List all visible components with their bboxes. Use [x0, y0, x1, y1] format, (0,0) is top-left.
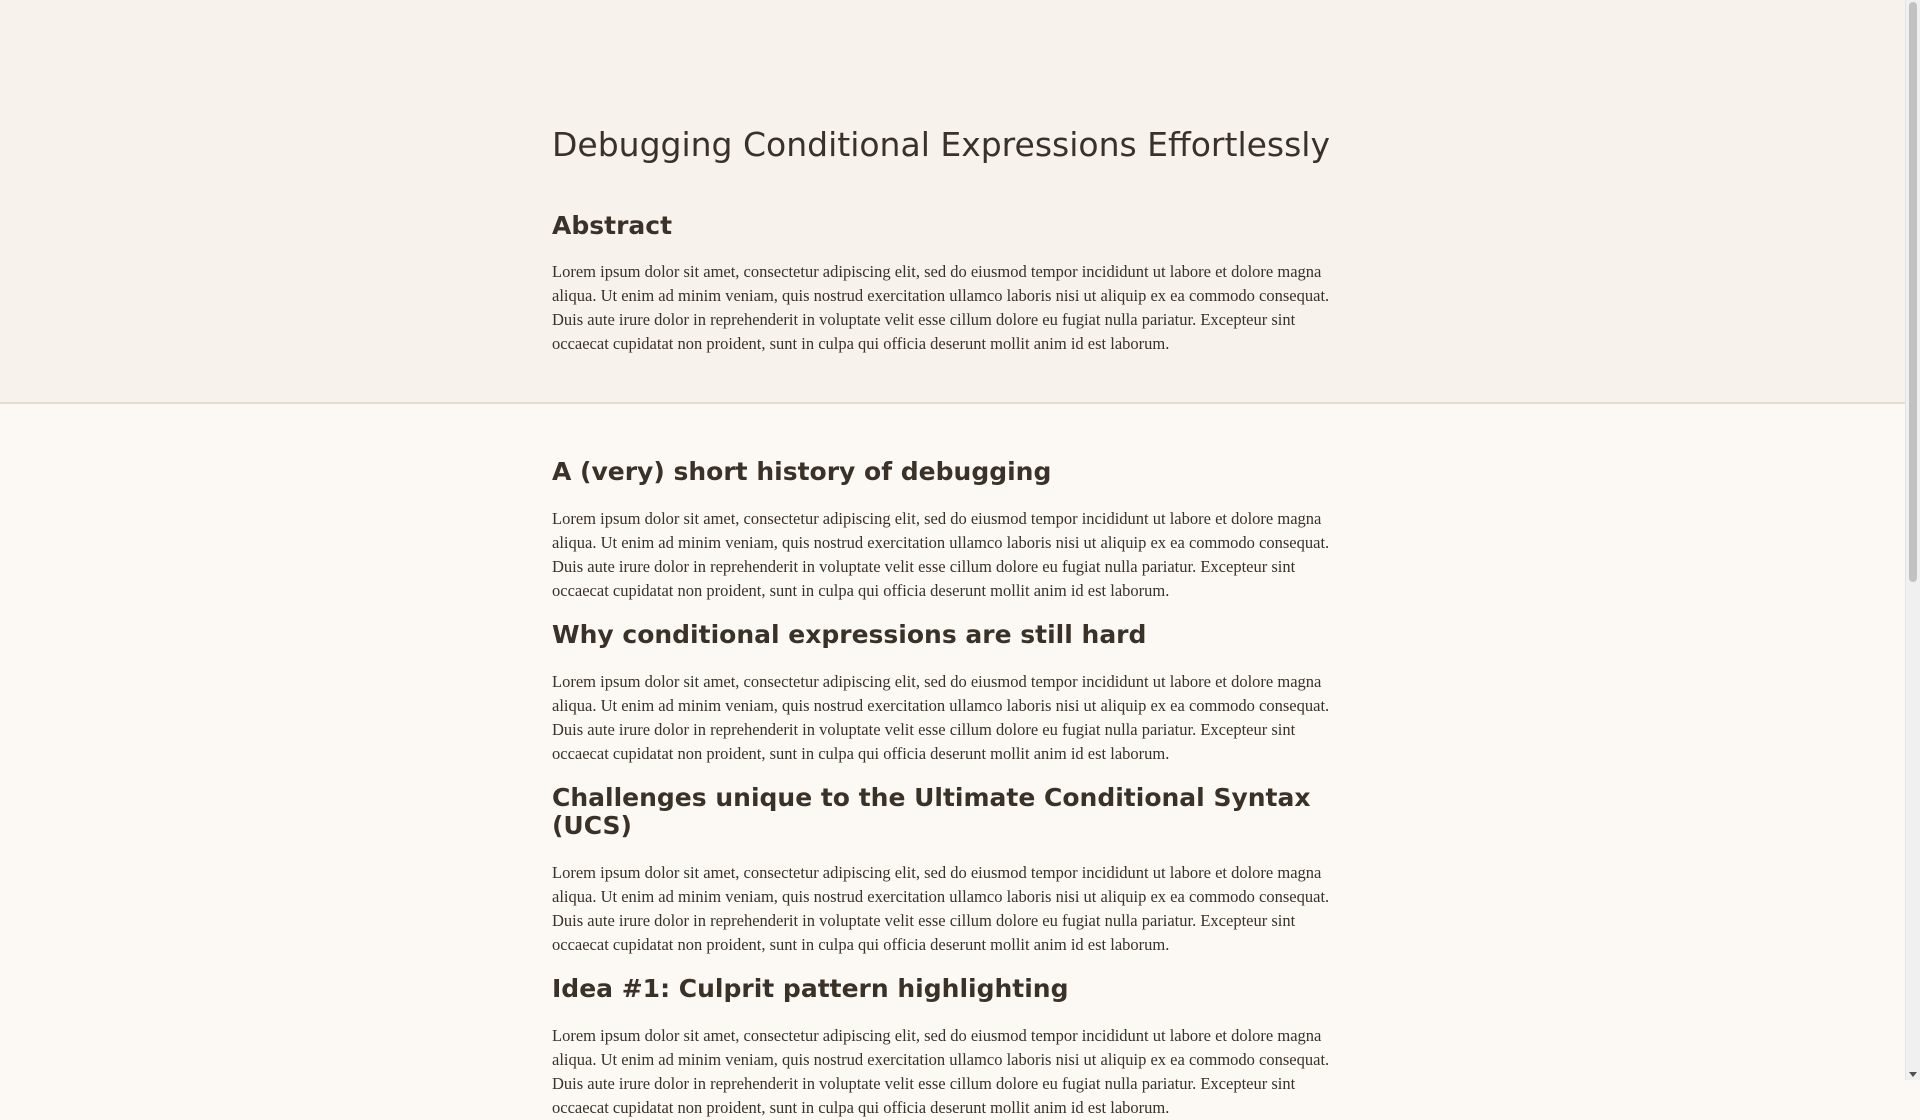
- section-heading: A (very) short history of debugging: [552, 457, 1052, 486]
- section-culprit-highlighting: [552, 975, 1352, 1120]
- section-text: Lorem ipsum dolor sit amet, consectetur adipiscing elit, sed do eiusmod tempor incididunt ut labore et dolore magna aliqua. Ut enim ad minim veniam, quis nostrud exercitation ullamco laboris nisi ut aliquip ex ea commodo consequat. Duis aute irure dolor in reprehenderit in voluptate velit esse cillum dolore eu fugiat nulla pariatur. Excepteur sint occaecat cupidatat non proident, sunt in culpa qui officia deserunt mollit anim id est laborum.: [552, 1026, 1330, 1117]
- section-text: Lorem ipsum dolor sit amet, consectetur adipiscing elit, sed do eiusmod tempor incididunt ut labore et dolore magna aliqua. Ut enim ad minim veniam, quis nostrud exercitation ullamco laboris nisi ut aliquip ex ea commodo consequat. Duis aute irure dolor in reprehenderit in voluptate velit esse cillum dolore eu fugiat nulla pariatur. Excepteur sint occaecat cupidatat non proident, sunt in culpa qui officia deserunt mollit anim id est laborum.: [552, 672, 1330, 763]
- page-title: Debugging Conditional Expressions Effortlessly: [552, 125, 1330, 164]
- section-why-hard: [552, 621, 1352, 766]
- abstract-heading: Abstract: [552, 211, 673, 240]
- abstract-text: Lorem ipsum dolor sit amet, consectetur adipiscing elit, sed do eiusmod tempor incididunt ut labore et dolore magna aliqua. Ut enim ad minim veniam, quis nostrud exercitation ullamco laboris nisi ut aliquip ex ea commodo consequat. Duis aute irure dolor in reprehenderit in voluptate velit esse cillum dolore eu fugiat nulla pariatur. Excepteur sint occaecat cupidatat non proident, sunt in culpa qui officia deserunt mollit anim id est laborum.: [552, 262, 1330, 353]
- section-history: [552, 458, 1352, 603]
- vertical-scrollbar[interactable]: [1905, 0, 1920, 1080]
- article-header: [0, 0, 1905, 404]
- section-text: Lorem ipsum dolor sit amet, consectetur adipiscing elit, sed do eiusmod tempor incididunt ut labore et dolore magna aliqua. Ut enim ad minim veniam, quis nostrud exercitation ullamco laboris nisi ut aliquip ex ea commodo consequat. Duis aute irure dolor in reprehenderit in voluptate velit esse cillum dolore eu fugiat nulla pariatur. Excepteur sint occaecat cupidatat non proident, sunt in culpa qui officia deserunt mollit anim id est laborum.: [552, 863, 1330, 954]
- section-ucs-challenges: [552, 784, 1352, 957]
- section-heading: Challenges unique to the Ultimate Conditional Syntax (UCS): [552, 783, 1311, 840]
- section-heading: Idea #1: Culprit pattern highlighting: [552, 974, 1069, 1003]
- section-heading: Why conditional expressions are still hard: [552, 620, 1147, 649]
- scrollbar-thumb[interactable]: [1909, 2, 1917, 582]
- scroll-down-arrow-icon[interactable]: [1909, 1072, 1917, 1077]
- section-text: Lorem ipsum dolor sit amet, consectetur adipiscing elit, sed do eiusmod tempor incididunt ut labore et dolore magna aliqua. Ut enim ad minim veniam, quis nostrud exercitation ullamco laboris nisi ut aliquip ex ea commodo consequat. Duis aute irure dolor in reprehenderit in voluptate velit esse cillum dolore eu fugiat nulla pariatur. Excepteur sint occaecat cupidatat non proident, sunt in culpa qui officia deserunt mollit anim id est laborum.: [552, 509, 1330, 600]
